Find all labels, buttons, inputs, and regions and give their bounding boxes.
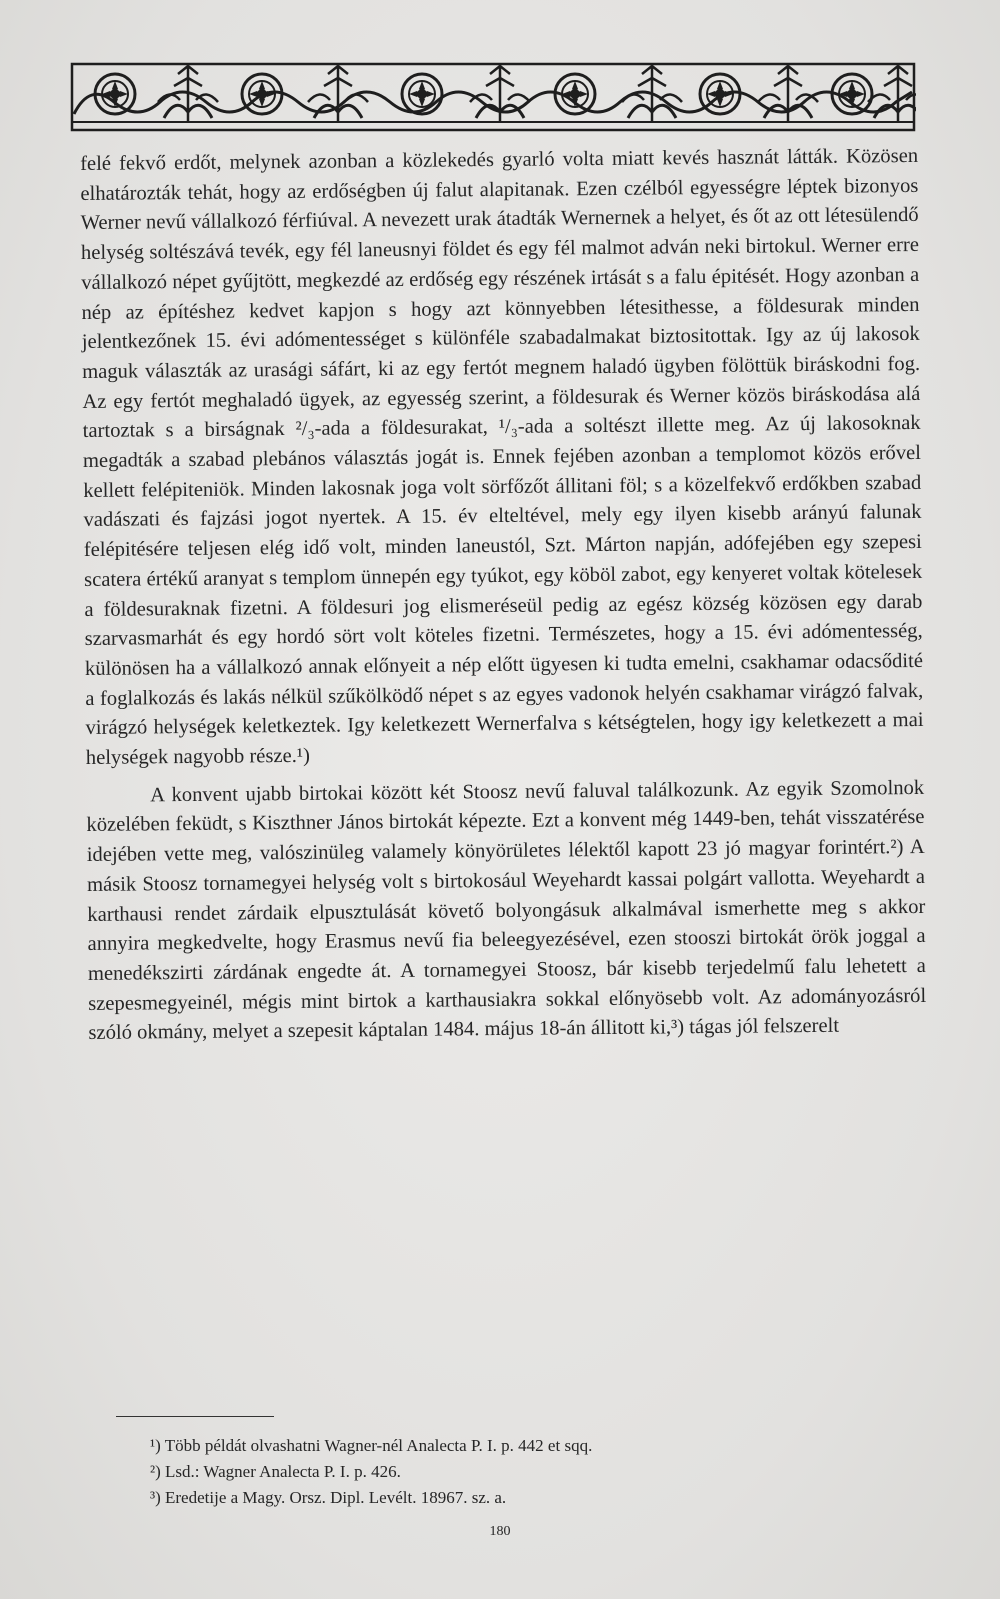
footnote-text: Eredetije a Magy. Orsz. Dipl. Levélt. 18967. sz. a. — [165, 1488, 507, 1507]
body-text — [80, 142, 927, 1049]
floral-ornament-header — [70, 62, 916, 134]
paragraph: felé fekvő erdőt, melynek azonban a közlekedés gyarló volta miatt kevés hasznát látták. Közösen elhatározták tehát, hogy az erdőségben új falut alapitanak. Ezen czélból egyességre léptek bizonyos Werner nevű vállalkozó férfiúval. A nevezett urak átadták Wernernek a helyet, és őt az ott létesülendő helység soltészává tevék, egy fél laneusnyi földet és egy fél malmot adván neki birtokul. Werner erre vállalkozó népet gyűjtött, megkezdé az erdőség egy részének irtását s a falu épitését. Hogy azonban a nép az építéshez kedvet kapjon s hogy azt könnyebben létesithesse, a földesurak minden jelentkezőnek 15. évi adómentességet s különféle szabadalmakat biztositottak. Igy az új lakosok maguk választák az urasági sáfárt, ki az egy fertót megnem haladó ügyben fölöttük biráskodni fog. Az egy fertót meghaladó ügyek, az egyesség szerint, a földesurak és Werner közös biráskodása alá tartoztak s a birságnak ²/₃-ada a földesurakat, ¹/₃-ada a soltészt illette meg. Az új lakosoknak megadták a szabad plebános választás jogát is. Ennek fejében azonban a templomot közös erővel kellett felépiteniök. Minden lakosnak joga volt sörfőzőt állitani föl; s a közelfekvő erdőkben szabad vadászati és fajzási jogot nyertek. A 15. év elteltével, mely egy ilyen kisebb arányú falunak felépitésére teljesen elég idő volt, minden laneustól, Szt. Márton napján, adófejében egy szepesi scatera értékű aranyat s templom ünnepén egy tyúkot, egy köböl zabot, egy kenyeret voltak kötelesek a földesuraknak fizetni. A földesuri jog elismeréseül pedig az egész község közösen egy darab szarvasmarhát és egy hordó sört volt köteles fizetni. Természetes, hogy a 15. évi adómentesség, különösen ha a vállalkozó annak előnyeit a nép előtt ügyesen ki tudta emelni, csakhamar odacsődité a foglalkozás és lakás nélkül szűkölködő népet s az egyes vadonok helyén csakhamar virágzó falvak, virágzó helységek keletkeztek. Igy keletkezett Wernerfalva s kétségtelen, hogy igy keletkezett a mai helységek nagyobb része.¹) — [80, 144, 924, 770]
footnote-separator — [116, 1416, 274, 1417]
footnote — [150, 1485, 870, 1511]
footnote-mark: ¹) — [150, 1436, 161, 1455]
page-number: 180 — [489, 1524, 511, 1539]
footnote — [150, 1433, 870, 1459]
footnote-mark: ²) — [150, 1462, 161, 1481]
footnote — [150, 1459, 870, 1485]
footnote-text: Lsd.: Wagner Analecta P. I. p. 426. — [165, 1462, 401, 1481]
footnotes — [150, 1433, 870, 1511]
paragraph: A konvent ujabb birtokai között két Stoosz nevű faluval találkozunk. Az egyik Szomolnok közelében feküdt, s Kiszthner János birtokát képezte. Ezt a konvent még 1449-ben, tehát visszatérése idejében vette meg, valószinüleg valamely könyörületes lélektől kapott 23 jó magyar forintért.²) A másik Stoosz tornamegyei helység volt s birtokosául Weyehardt kassai polgárt vallotta. Weyehardt a karthausi rendet zárdaik elpusztulását követő bolyongásuk alkalmával ismerhette meg s akkor annyira megkedvelte, hogy Erasmus nevű fia beleegyezésével, ezen stooszi birtokát örök joggal a menedékszirti zárdának engedte át. A tornamegyei Stoosz, bár kisebb terjedelmű falu lehetett a szepesmegyeinél, mégis mint birtok a karthausiakra sokkal előnyösebb volt. Az adományozásról szóló okmány, melyet a szepesit káptalan 1484. május 18-án állitott ki,³) tágas jól felszerelt — [86, 776, 927, 1045]
footnote-text: Több példát olvashatni Wagner-nél Analecta P. I. p. 442 et sqq. — [164, 1436, 593, 1455]
footnote-mark: ³) — [150, 1488, 161, 1507]
